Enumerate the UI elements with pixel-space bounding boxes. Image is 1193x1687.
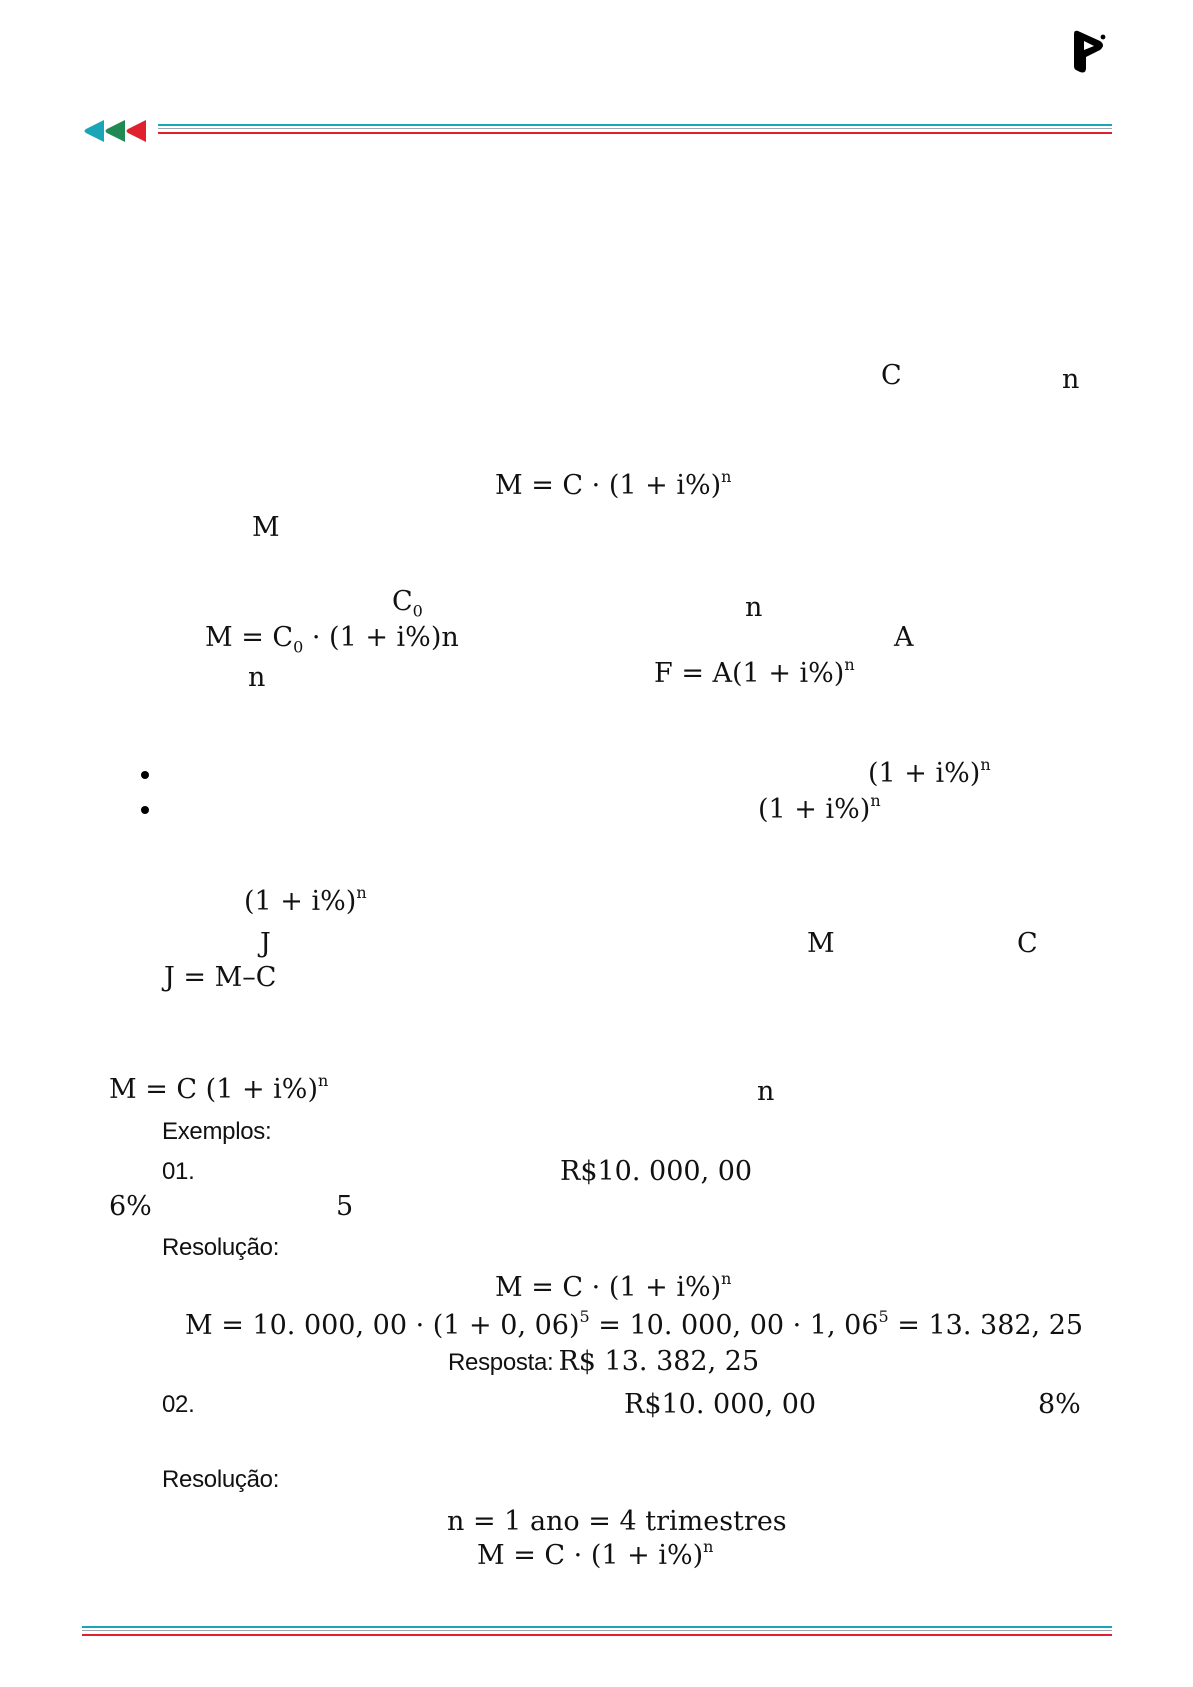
var-j: J <box>260 928 271 959</box>
header-rule-grey <box>158 128 1112 129</box>
example-1-calculation: M = 10. 000, 00 · (1 + 0, 06)$^5$ = 10. 000, 00 · 1, $06^5 = 13$. 382, 25 <box>185 1307 1084 1341</box>
bullet-1-factor: $(1 + i\%)^n$ <box>868 755 991 789</box>
footer-rule-red <box>82 1634 1112 1636</box>
answer-line <box>448 1348 759 1375</box>
var-c: C <box>881 360 902 391</box>
resolution-label-1: Resolução: <box>162 1234 280 1261</box>
formula-j-m-c: J = M–C <box>164 962 277 993</box>
example-2-value: R$10. 000, 00 <box>624 1389 817 1420</box>
bullet-2-factor: $(1 + i\%)^n$ <box>758 791 881 825</box>
formula-f-a: $F = A(1 + i\%)^n$ <box>654 655 855 689</box>
compound-interest-formula: $M = C \cdot (1 + i\%)^n$ <box>495 467 732 501</box>
footer-rule-teal <box>82 1626 1112 1628</box>
example-1-value: R$10. 000, 00 <box>560 1156 753 1187</box>
example-2-n: n = 1 ano = 4 trimestres <box>447 1506 787 1537</box>
var-c-2: C <box>1017 928 1038 959</box>
example-1-rate: 6% <box>109 1191 152 1222</box>
var-m-2: M <box>807 928 835 959</box>
var-n-2: n <box>745 592 763 623</box>
var-n-3: n <box>248 662 266 693</box>
header-rule-teal <box>158 124 1112 126</box>
var-a: A <box>894 622 914 653</box>
play-logo-icon <box>1070 28 1112 76</box>
resolution-label-2: Resolução: <box>162 1466 280 1493</box>
example-2-rate: 8% <box>1038 1389 1081 1420</box>
var-m: M <box>252 512 280 543</box>
example-2-formula: $M = C \cdot (1 + i\%)^n$ <box>477 1537 714 1571</box>
triple-arrow-icon <box>82 118 152 144</box>
footer-rule-grey <box>82 1630 1112 1631</box>
formula-m-c0: $M = C_0 \cdot (1 + i\%)n$ <box>205 622 459 657</box>
example-2-number: 02. <box>162 1391 195 1418</box>
var-n: n <box>1062 364 1080 395</box>
answer-value: R$ 13. 382, 25 <box>558 1346 760 1377</box>
bullet-1 <box>141 771 149 779</box>
example-1-number: 01. <box>162 1158 195 1185</box>
examples-heading: Exemplos: <box>162 1118 272 1145</box>
var-c0: $C_0$ <box>392 586 423 621</box>
bullet-2 <box>141 806 149 814</box>
answer-label: Resposta: <box>448 1349 554 1376</box>
growth-factor: $(1 + i\%)^n$ <box>244 883 367 917</box>
var-n-4: n <box>757 1076 775 1107</box>
example-1-formula: $M = C \cdot (1 + i\%)^n$ <box>495 1269 732 1303</box>
header-rule-red <box>158 132 1112 134</box>
example-1-period: 5 <box>336 1191 354 1222</box>
formula-m-c-paren: M = C $(1 + i\%)^n$ <box>109 1071 329 1105</box>
